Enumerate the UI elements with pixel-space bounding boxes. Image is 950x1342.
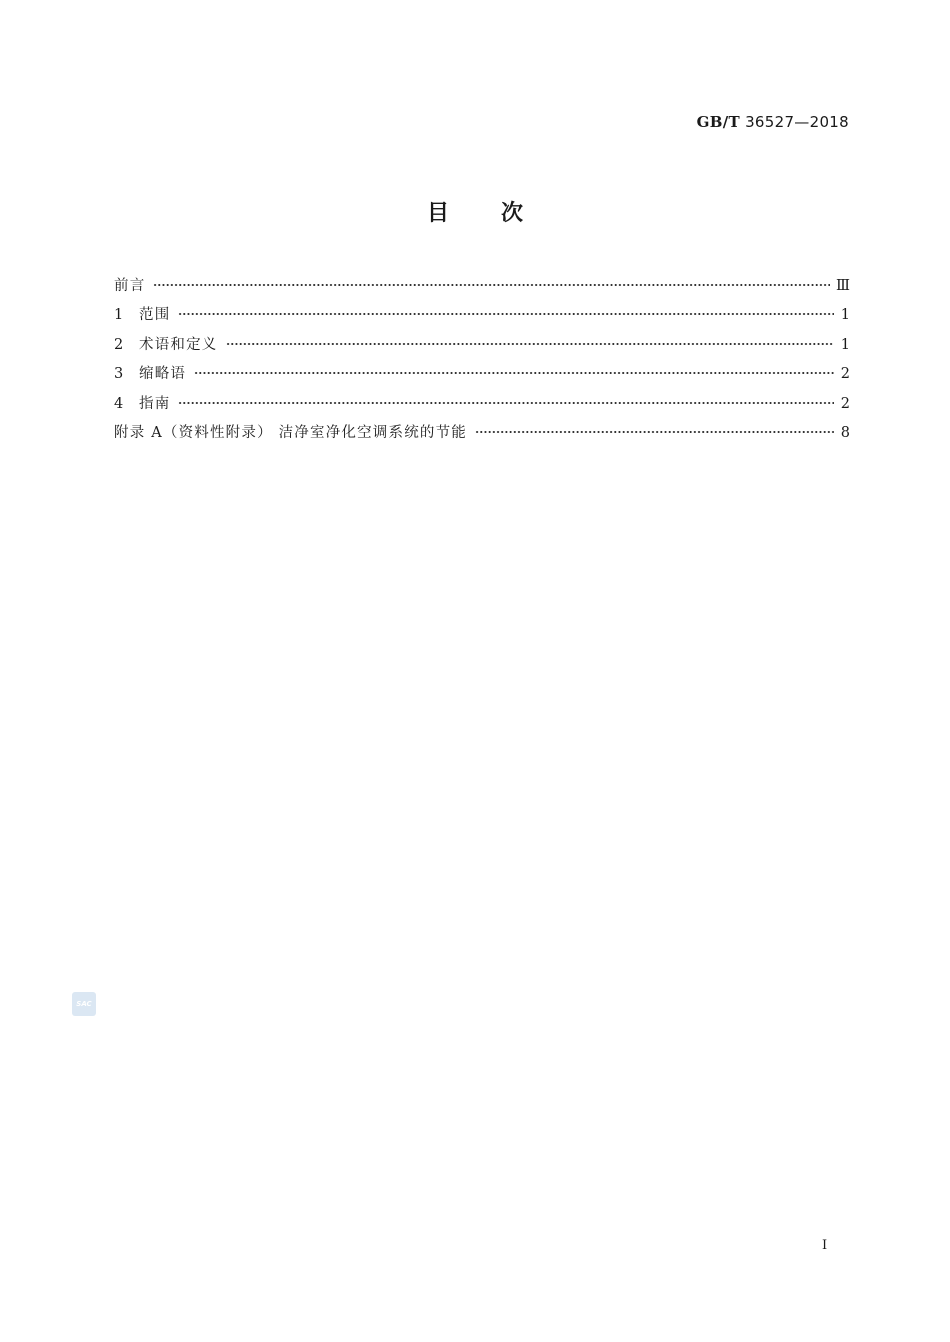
toc-entry-page: 8 bbox=[840, 424, 850, 441]
toc-entry-label: 缩略语 bbox=[139, 366, 187, 383]
standard-prefix: GB/T bbox=[696, 113, 741, 131]
toc-entry-page: 1 bbox=[840, 307, 850, 324]
page-number: I bbox=[822, 1238, 828, 1253]
toc-entry-number: 1 bbox=[114, 307, 124, 324]
toc-entry-guide[interactable] bbox=[114, 392, 850, 421]
toc-entry-page: 2 bbox=[840, 366, 850, 383]
toc-entry-number: 3 bbox=[114, 366, 124, 383]
toc-entry-label: 范围 bbox=[139, 307, 171, 324]
toc-leader-dots bbox=[475, 430, 834, 434]
toc-leader-dots bbox=[194, 371, 834, 375]
toc-leader-dots bbox=[178, 312, 834, 316]
toc-entry-foreword[interactable] bbox=[114, 274, 850, 303]
standard-code: 36527—2018 bbox=[745, 113, 849, 131]
toc-entry-annex-a[interactable] bbox=[114, 421, 850, 450]
toc-entry-label: 指南 bbox=[139, 395, 171, 412]
toc-leader-dots bbox=[153, 283, 830, 287]
sac-logo-text: SAC bbox=[76, 1000, 92, 1008]
toc-entry-number: 4 bbox=[114, 395, 124, 412]
toc-entry-scope[interactable] bbox=[114, 303, 850, 332]
table-of-contents bbox=[114, 274, 850, 450]
toc-entry-label: 前言 bbox=[114, 278, 146, 294]
toc-entry-page: Ⅲ bbox=[836, 278, 850, 294]
toc-entry-terms[interactable] bbox=[114, 333, 850, 362]
standard-number bbox=[697, 113, 849, 131]
toc-title: 目次 bbox=[426, 201, 575, 226]
sac-watermark-logo bbox=[72, 992, 96, 1016]
toc-entry-number: 2 bbox=[114, 336, 124, 353]
toc-entry-page: 2 bbox=[840, 395, 850, 412]
toc-leader-dots bbox=[178, 401, 834, 405]
toc-entry-label: 术语和定义 bbox=[139, 336, 218, 353]
toc-leader-dots bbox=[226, 342, 835, 346]
toc-entry-abbreviations[interactable] bbox=[114, 362, 850, 391]
toc-entry-label: 附录 A（资料性附录） 洁净室净化空调系统的节能 bbox=[114, 424, 467, 441]
toc-entry-page: 1 bbox=[840, 336, 850, 353]
